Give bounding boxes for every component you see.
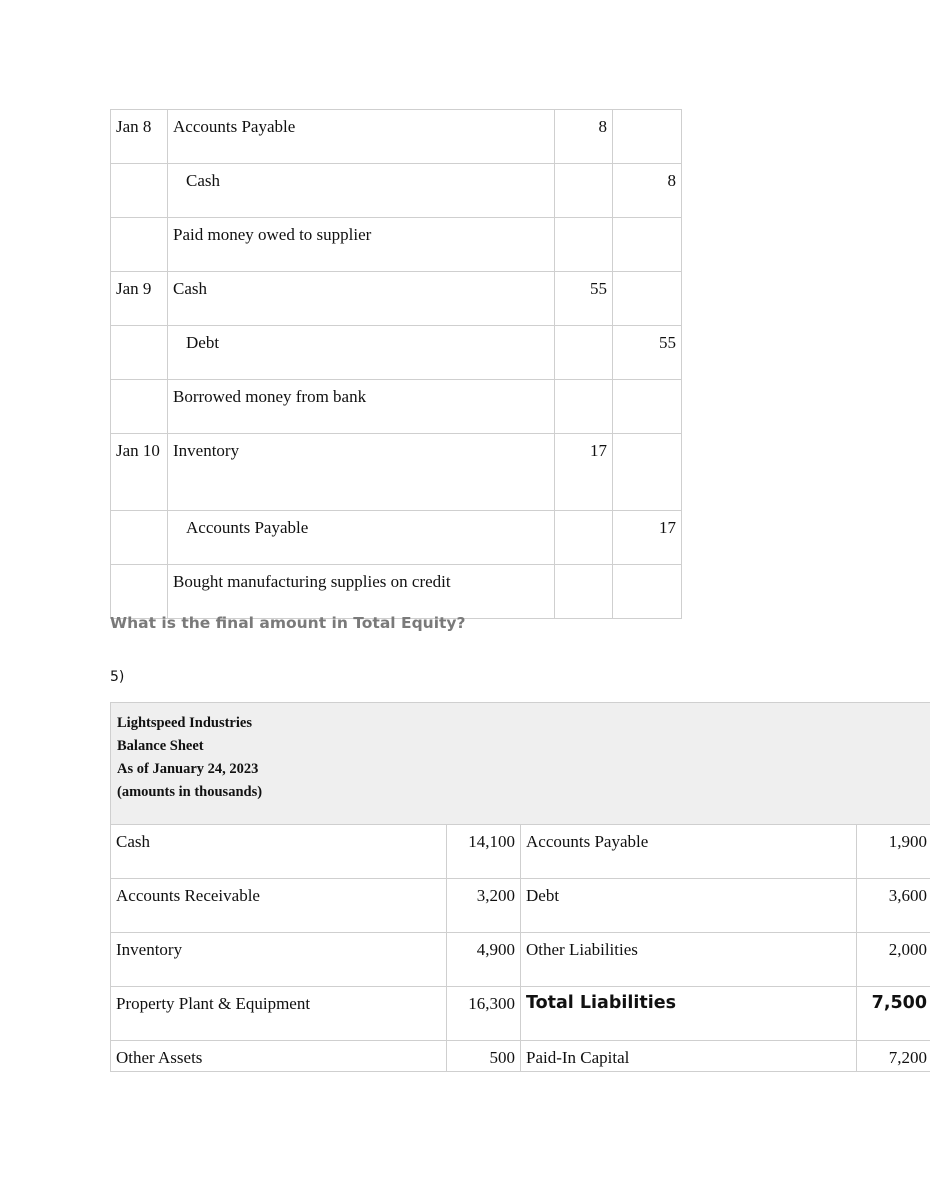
entry-date [111,380,168,434]
company-name: Lightspeed Industries [117,715,252,731]
entry-date [111,326,168,380]
entry-date [111,511,168,565]
entry-credit [613,380,682,434]
table-row [111,879,930,933]
asset-value: 500 [447,1041,521,1072]
entry-date [111,218,168,272]
question-number: 5) [110,669,125,685]
liability-value: 1,900 [857,825,930,879]
journal-row [111,164,682,218]
table-row [111,987,930,1041]
entry-credit: 17 [613,511,682,565]
table-row [111,1041,930,1072]
entry-account: Accounts Payable [168,511,555,565]
liability-label: Accounts Payable [521,825,857,879]
journal-row [111,218,682,272]
table-row [111,933,930,987]
entry-account: Accounts Payable [168,110,555,164]
entry-account: Inventory [168,434,555,511]
liability-label: Debt [521,879,857,933]
entry-debit [555,218,613,272]
journal-row [111,511,682,565]
asset-value: 4,900 [447,933,521,987]
entry-date: Jan 8 [111,110,168,164]
table-row [111,825,930,879]
entry-credit [613,565,682,619]
question-text: What is the final amount in Total Equity? [110,614,466,632]
journal-row [111,326,682,380]
balance-sheet-table [110,702,930,1072]
balance-sheet-header [111,703,930,825]
entry-description: Paid money owed to supplier [168,218,555,272]
entry-debit: 55 [555,272,613,326]
entry-credit [613,272,682,326]
asset-label: Other Assets [111,1041,447,1072]
entry-date: Jan 9 [111,272,168,326]
asset-label: Property Plant & Equipment [111,987,447,1041]
entry-debit [555,511,613,565]
liability-value: 7,200 [857,1041,930,1072]
liability-label: Other Liabilities [521,933,857,987]
entry-date [111,164,168,218]
entry-debit: 17 [555,434,613,511]
entry-debit: 8 [555,110,613,164]
liability-value: 3,600 [857,879,930,933]
statement-units: (amounts in thousands) [117,784,263,800]
total-liabilities-label: Total Liabilities [521,987,857,1041]
asset-label: Accounts Receivable [111,879,447,933]
total-liabilities-value: 7,500 [857,987,930,1041]
journal-entries-table [110,109,682,619]
entry-debit [555,326,613,380]
entry-debit [555,164,613,218]
asset-value: 16,300 [447,987,521,1041]
entry-debit [555,565,613,619]
journal-row [111,380,682,434]
asset-label: Inventory [111,933,447,987]
entry-credit: 8 [613,164,682,218]
liability-label: Paid-In Capital [521,1041,857,1072]
entry-date [111,565,168,619]
entry-date: Jan 10 [111,434,168,511]
statement-date: As of January 24, 2023 [117,761,259,777]
journal-row [111,272,682,326]
entry-credit: 55 [613,326,682,380]
entry-credit [613,434,682,511]
entry-description: Bought manufacturing supplies on credit [168,565,555,619]
asset-value: 14,100 [447,825,521,879]
entry-account: Cash [168,272,555,326]
asset-value: 3,200 [447,879,521,933]
journal-row [111,110,682,164]
entry-account: Cash [168,164,555,218]
statement-title: Balance Sheet [117,738,204,754]
entry-account: Debt [168,326,555,380]
asset-label: Cash [111,825,447,879]
entry-debit [555,380,613,434]
entry-credit [613,110,682,164]
liability-value: 2,000 [857,933,930,987]
journal-row [111,565,682,619]
journal-row [111,434,682,511]
entry-description: Borrowed money from bank [168,380,555,434]
entry-credit [613,218,682,272]
